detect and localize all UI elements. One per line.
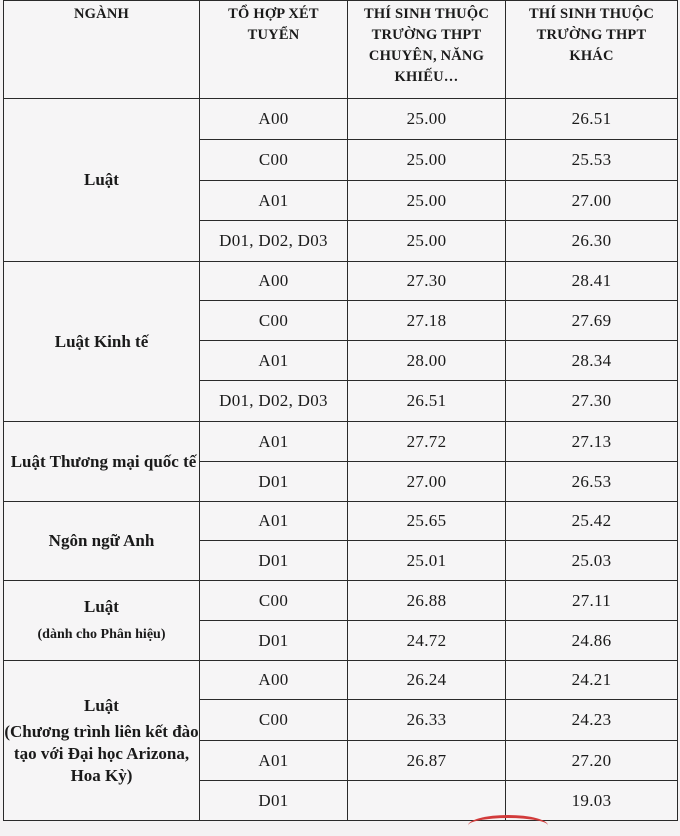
specialized-score-cell: 27.72 (348, 422, 506, 462)
other-score-cell: 24.21 (506, 661, 678, 700)
major-name: Ngôn ngữ Anh (48, 531, 155, 550)
combination-cell: D01, D02, D03 (200, 221, 348, 262)
specialized-score-cell (348, 781, 506, 821)
other-score-cell: 26.51 (506, 99, 678, 140)
table-row (4, 262, 678, 301)
specialized-score-cell: 25.00 (348, 221, 506, 262)
combination-cell: A00 (200, 262, 348, 301)
other-score-cell: 27.69 (506, 301, 678, 341)
score-table-body (4, 99, 678, 821)
header-other-school: THÍ SINH THUỘC TRƯỜNG THPT KHÁC (506, 1, 678, 99)
other-score-cell: 27.00 (506, 181, 678, 221)
specialized-score-cell: 26.87 (348, 741, 506, 781)
combination-cell: D01 (200, 541, 348, 581)
combination-cell: A01 (200, 341, 348, 381)
specialized-score-cell: 25.00 (348, 99, 506, 140)
other-score-cell: 28.34 (506, 341, 678, 381)
table-row (4, 422, 678, 462)
header-specialized-school: THÍ SINH THUỘC TRƯỜNG THPT CHUYÊN, NĂNG KHIẾU… (348, 1, 506, 99)
combination-cell: C00 (200, 301, 348, 341)
major-name-cell (4, 262, 200, 422)
specialized-score-cell: 25.01 (348, 541, 506, 581)
major-name-cell (4, 502, 200, 581)
specialized-score-cell: 24.72 (348, 621, 506, 661)
combination-cell: A01 (200, 741, 348, 781)
major-name: Luật (84, 596, 119, 616)
table-row (4, 502, 678, 541)
other-score-cell: 26.53 (506, 462, 678, 502)
other-score-cell: 27.11 (506, 581, 678, 621)
other-score-cell: 25.03 (506, 541, 678, 581)
major-name-cell (4, 99, 200, 262)
combination-cell: D01, D02, D03 (200, 381, 348, 422)
header-row (4, 1, 678, 99)
other-score-cell: 24.23 (506, 700, 678, 741)
combination-cell: A01 (200, 181, 348, 221)
major-name: Luật Thương mại quốc tế (10, 451, 197, 471)
specialized-score-cell: 26.51 (348, 381, 506, 422)
major-name: Luật Kinh tế (54, 331, 149, 351)
other-score-cell: 27.20 (506, 741, 678, 781)
combination-cell: A01 (200, 502, 348, 541)
specialized-score-cell: 27.18 (348, 301, 506, 341)
specialized-score-cell: 25.65 (348, 502, 506, 541)
major-name: Luật (84, 170, 119, 189)
specialized-score-cell: 26.24 (348, 661, 506, 700)
specialized-score-cell: 25.00 (348, 140, 506, 181)
table-row (4, 99, 678, 140)
combination-cell: C00 (200, 700, 348, 741)
combination-cell: A00 (200, 99, 348, 140)
major-note: (Chương trình liên kết đào tạo với Đại học Arizona, Hoa Kỳ) (4, 721, 199, 785)
major-name-cell (4, 422, 200, 502)
major-name-cell (4, 661, 200, 821)
header-major: NGÀNH (4, 1, 200, 99)
header-combination: TỔ HỢP XÉT TUYỂN (200, 1, 348, 99)
admission-score-table (3, 0, 678, 821)
table-row (4, 581, 678, 621)
other-score-cell: 26.30 (506, 221, 678, 262)
other-score-cell: 27.30 (506, 381, 678, 422)
combination-cell: D01 (200, 621, 348, 661)
other-score-cell: 27.13 (506, 422, 678, 462)
specialized-score-cell: 26.88 (348, 581, 506, 621)
combination-cell: D01 (200, 462, 348, 502)
major-name-cell (4, 581, 200, 661)
specialized-score-cell: 26.33 (348, 700, 506, 741)
other-score-cell: 19.03 (506, 781, 678, 821)
combination-cell: A00 (200, 661, 348, 700)
other-score-cell: 25.42 (506, 502, 678, 541)
other-score-cell: 24.86 (506, 621, 678, 661)
specialized-score-cell: 28.00 (348, 341, 506, 381)
other-score-cell: 28.41 (506, 262, 678, 301)
combination-cell: C00 (200, 581, 348, 621)
other-score-cell: 25.53 (506, 140, 678, 181)
combination-cell: D01 (200, 781, 348, 821)
major-note: (dành cho Phân hiệu) (37, 626, 166, 642)
logo-fragment (468, 815, 548, 836)
combination-cell: A01 (200, 422, 348, 462)
specialized-score-cell: 25.00 (348, 181, 506, 221)
combination-cell: C00 (200, 140, 348, 181)
table-row (4, 661, 678, 700)
specialized-score-cell: 27.30 (348, 262, 506, 301)
specialized-score-cell: 27.00 (348, 462, 506, 502)
major-name: Luật (84, 695, 119, 715)
